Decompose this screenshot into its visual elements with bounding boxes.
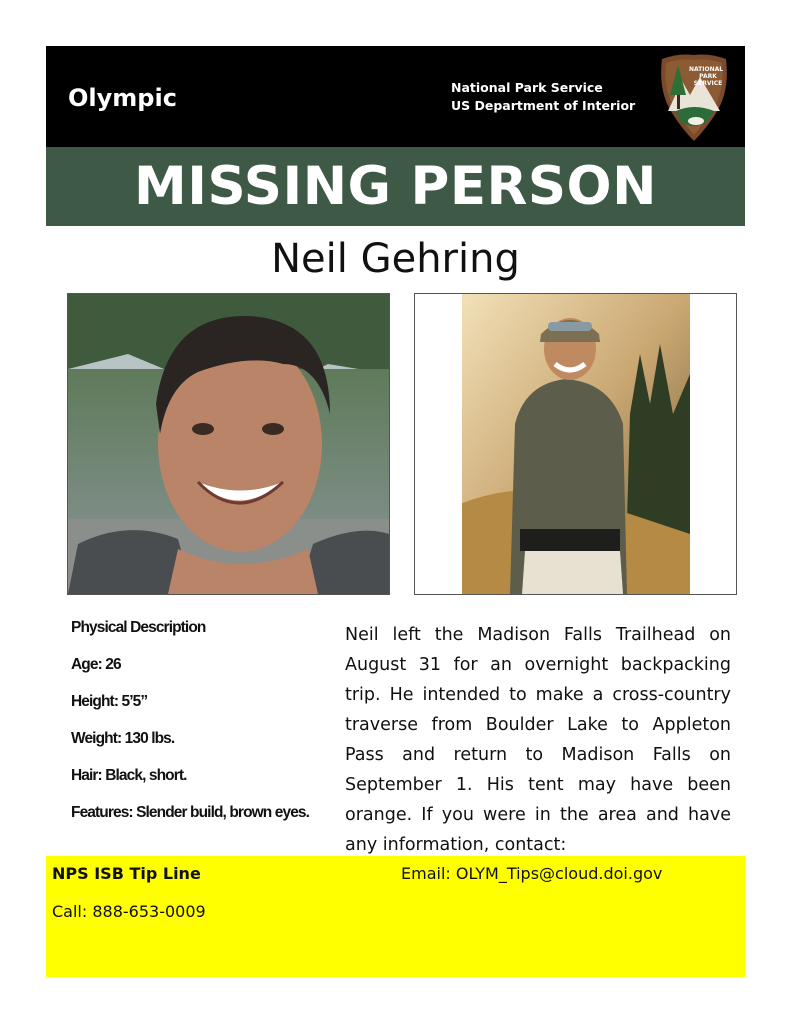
person-photo-lake bbox=[67, 293, 390, 595]
tip-line-label: NPS ISB Tip Line bbox=[52, 864, 201, 883]
svg-text:PARK: PARK bbox=[699, 73, 717, 80]
missing-person-banner bbox=[46, 147, 745, 226]
header-bar bbox=[46, 46, 745, 147]
hair-field: Hair: Black, short. bbox=[71, 767, 187, 784]
height-field: Height: 5’5” bbox=[71, 693, 148, 710]
description-heading: Physical Description bbox=[71, 619, 206, 636]
tip-phone[interactable]: Call: 888-653-0009 bbox=[52, 902, 206, 921]
incident-narrative: Neil left the Madison Falls Trailhead on August 31 for an overnight backpacking trip. He intended to make a cross-country traverse from Boulder Lake to Appleton Pass and return to Madison Falls on September 1. His tent may have been orange. If you were in the area and have any information, contact: bbox=[345, 625, 731, 855]
person-photo-hiking bbox=[414, 293, 737, 595]
nps-arrowhead-logo bbox=[656, 51, 732, 143]
agency-line-2: US Department of Interior bbox=[451, 98, 636, 113]
person-name: Neil Gehring bbox=[271, 236, 520, 282]
svg-text:SERVICE: SERVICE bbox=[693, 80, 723, 87]
tip-line-box bbox=[46, 856, 745, 977]
age-field: Age: 26 bbox=[71, 656, 121, 673]
tip-email[interactable]: Email: OLYM_Tips@cloud.doi.gov bbox=[401, 864, 663, 883]
agency-line-1: National Park Service bbox=[451, 80, 603, 95]
agency-text bbox=[451, 79, 635, 115]
physical-description bbox=[71, 617, 341, 839]
features-field: Features: Slender build, brown eyes. bbox=[71, 804, 310, 821]
park-name: Olympic bbox=[68, 84, 177, 112]
weight-field: Weight: 130 lbs. bbox=[71, 730, 175, 747]
banner-title: MISSING PERSON bbox=[134, 156, 657, 217]
svg-text:NATIONAL: NATIONAL bbox=[688, 66, 724, 73]
